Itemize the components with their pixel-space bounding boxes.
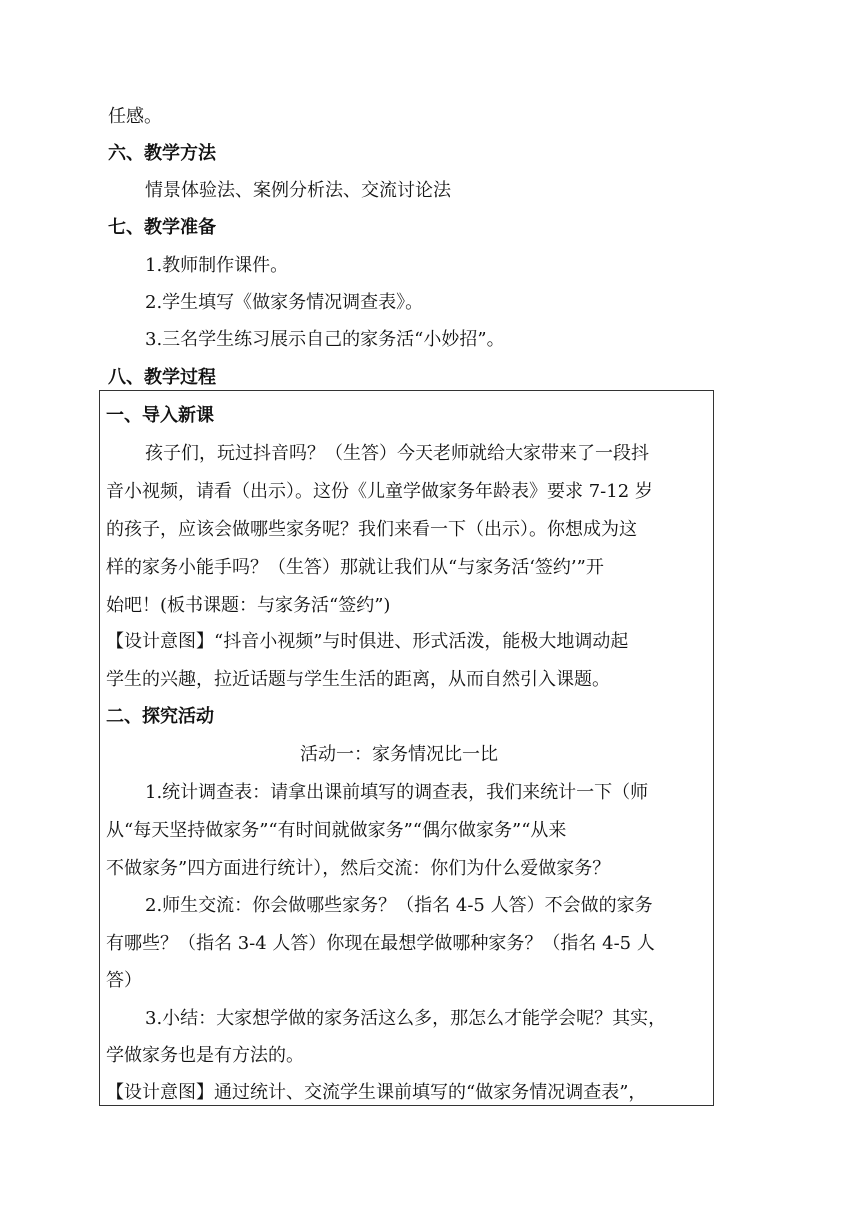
paragraph-line: 有哪些？（指名 3-4 人答）你现在最想学做哪种家务？（指名 4-5 人 [106,933,655,954]
paragraph-line: 音小视频，请看（出示）。这份《儿童学做家务年龄表》要求 7-12 岁 [106,481,653,502]
heading-teaching-prep: 七、教学准备 [108,217,216,238]
paragraph-line: 答） [106,970,142,991]
design-intent-line: 【设计意图】通过统计、交流学生课前填写的“做家务情况调查表”， [106,1082,647,1103]
methods-text: 情景体验法、案例分析法、交流讨论法 [145,180,451,201]
paragraph-line: 从“每天坚持做家务”“有时间就做家务”“偶尔做家务”“从来 [106,820,567,841]
paragraph-line: 始吧！(板书课题：与家务活“签约”) [106,595,391,616]
heading-teaching-methods: 六、教学方法 [108,143,216,164]
paragraph-line: 样的家务小能手吗？（生答）那就让我们从“与家务活‘签约’”开 [106,557,604,578]
activity-title: 活动一：家务情况比一比 [300,744,498,765]
prep-item: 1.教师制作课件。 [145,255,289,276]
paragraph-line: 的孩子，应该会做哪些家务呢？我们来看一下（出示）。你想成为这 [106,519,637,540]
paragraph-line: 学做家务也是有方法的。 [106,1045,304,1066]
paragraph-line: 3.小结：大家想学做的家务活这么多，那怎么才能学会呢？其实， [145,1008,667,1029]
paragraph-line: 1.统计调查表：请拿出课前填写的调查表，我们来统计一下（师 [145,782,649,803]
design-intent-line: 学生的兴趣，拉近话题与学生生活的距离，从而自然引入课题。 [106,669,610,690]
heading-teaching-process: 八、教学过程 [108,367,216,388]
text-tail: 任感。 [108,106,162,127]
prep-item: 2.学生填写《做家务情况调查表》。 [145,292,424,313]
paragraph-line: 不做家务”四方面进行统计），然后交流：你们为什么爱做家务？ [106,858,611,879]
section-title-intro: 一、导入新课 [106,405,214,426]
prep-item: 3.三名学生练习展示自己的家务活“小妙招”。 [145,329,505,350]
design-intent-line: 【设计意图】“抖音小视频”与时俱进、形式活泼，能极大地调动起 [106,631,629,652]
paragraph-line: 2.师生交流：你会做哪些家务？（指名 4-5 人答）不会做的家务 [145,895,653,916]
section-title-explore: 二、探究活动 [106,706,214,727]
paragraph-line: 孩子们，玩过抖音吗？（生答）今天老师就给大家带来了一段抖 [145,443,649,464]
